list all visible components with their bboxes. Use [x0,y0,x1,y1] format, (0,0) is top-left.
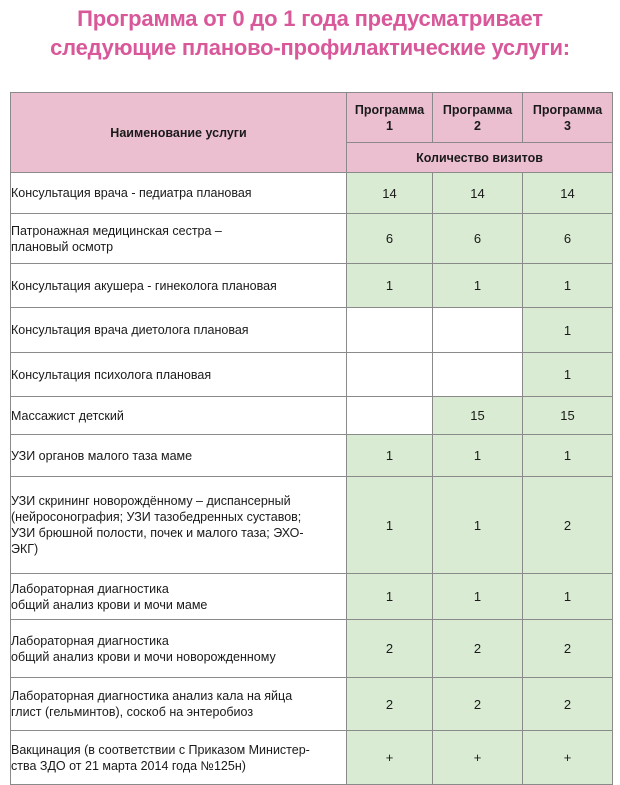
program-1-visits-cell: 14 [347,173,433,214]
program-3-visits-cell: 1 [523,435,613,477]
service-name-line: Вакцинация (в соответствии с Приказом Министер- [11,742,310,757]
table-row [11,397,613,435]
table-row [11,620,613,678]
program-3-visits-cell: 1 [523,308,613,353]
service-name-cell [11,731,347,785]
program-1-header: Программа 1 [347,93,433,143]
program-3-visits-cell: 15 [523,397,613,435]
program-2-visits-cell: 1 [433,477,523,574]
table-row [11,353,613,397]
program-2-visits-cell [433,353,523,397]
program-1-visits-cell: 2 [347,678,433,731]
table-row [11,477,613,574]
program-3-visits-cell: 1 [523,574,613,620]
program-3-visits-cell: 1 [523,264,613,308]
service-name-line: плановый осмотр [11,239,114,254]
service-name-line: Консультация акушера - гинеколога плановая [11,278,277,293]
program-3-visits-cell: 1 [523,353,613,397]
service-name-line: общий анализ крови и мочи новорожденному [11,649,276,664]
title-line-2: следующие планово-профилактические услуги: [50,35,570,60]
program-3-visits-cell: 2 [523,678,613,731]
program-3-visits-cell: 2 [523,477,613,574]
table-row [11,173,613,214]
program-1-visits-cell: + [347,731,433,785]
service-name-line: Массажист детский [11,408,124,423]
program-2-visits-cell: 6 [433,214,523,264]
service-name-cell [11,678,347,731]
program-1-visits-cell: 1 [347,264,433,308]
program-2-header: Программа 2 [433,93,523,143]
service-name-cell [11,477,347,574]
service-name-line: Лабораторная диагностика [11,633,169,648]
program-1-visits-cell: 2 [347,620,433,678]
page-title [0,4,620,62]
program-3-visits-cell: 6 [523,214,613,264]
program-1-visits-cell [347,397,433,435]
service-name-line: УЗИ скрининг новорождённому – диспансерный [11,494,291,508]
program-2-visits-cell: 2 [433,620,523,678]
service-name-cell [11,574,347,620]
service-name-cell [11,264,347,308]
service-name-line: Лабораторная диагностика анализ кала на яйца [11,689,293,703]
table-row [11,435,613,477]
service-name-line: глист (гельминтов), соскоб на энтеробиоз [11,705,254,719]
program-2-visits-cell: 14 [433,173,523,214]
table-row [11,731,613,785]
program-1-visits-cell [347,308,433,353]
service-name-line: ства ЗДО от 21 марта 2014 года №125н) [11,758,246,773]
program-1-visits-cell: 1 [347,574,433,620]
service-name-cell [11,353,347,397]
table-row [11,214,613,264]
service-name-cell [11,620,347,678]
program-1-visits-cell: 1 [347,477,433,574]
program-2-visits-cell [433,308,523,353]
table-row [11,678,613,731]
service-name-cell [11,435,347,477]
service-name-line: Консультация врача - педиатра плановая [11,186,252,200]
program-2-visits-cell: 1 [433,435,523,477]
program-3-visits-cell: 14 [523,173,613,214]
service-name-line: Консультация психолога плановая [11,367,212,382]
service-name-line: (нейросонография; УЗИ тазобедренных суставов; [11,510,302,524]
service-name-cell [11,397,347,435]
service-name-line: Патронажная медицинская сестра – [11,223,222,238]
service-name-cell [11,308,347,353]
service-name-line: общий анализ крови и мочи маме [11,597,208,612]
program-2-visits-cell: 1 [433,264,523,308]
service-name-line: УЗИ органов малого таза маме [11,448,193,463]
service-name-line: УЗИ брюшной полости, почек и малого таза; ЭХО- [11,526,304,540]
program-2-visits-cell: + [433,731,523,785]
program-1-visits-cell: 1 [347,435,433,477]
service-name-line: ЭКГ) [11,542,39,556]
service-name-cell [11,173,347,214]
program-2-visits-cell: 2 [433,678,523,731]
program-3-visits-cell: + [523,731,613,785]
service-name-cell [11,214,347,264]
service-name-line: Консультация врача диетолога плановая [11,323,249,337]
program-3-header: Программа 3 [523,93,613,143]
table-row [11,574,613,620]
program-1-visits-cell: 6 [347,214,433,264]
program-3-visits-cell: 2 [523,620,613,678]
program-2-visits-cell: 15 [433,397,523,435]
title-line-1: Программа от 0 до 1 года предусматривает [77,6,543,31]
program-1-visits-cell [347,353,433,397]
services-table [10,92,613,785]
table-row [11,308,613,353]
service-name-header: Наименование услуги [11,93,347,173]
program-2-visits-cell: 1 [433,574,523,620]
table-row [11,264,613,308]
service-name-line: Лабораторная диагностика [11,581,169,596]
visits-count-header: Количество визитов [347,143,613,173]
